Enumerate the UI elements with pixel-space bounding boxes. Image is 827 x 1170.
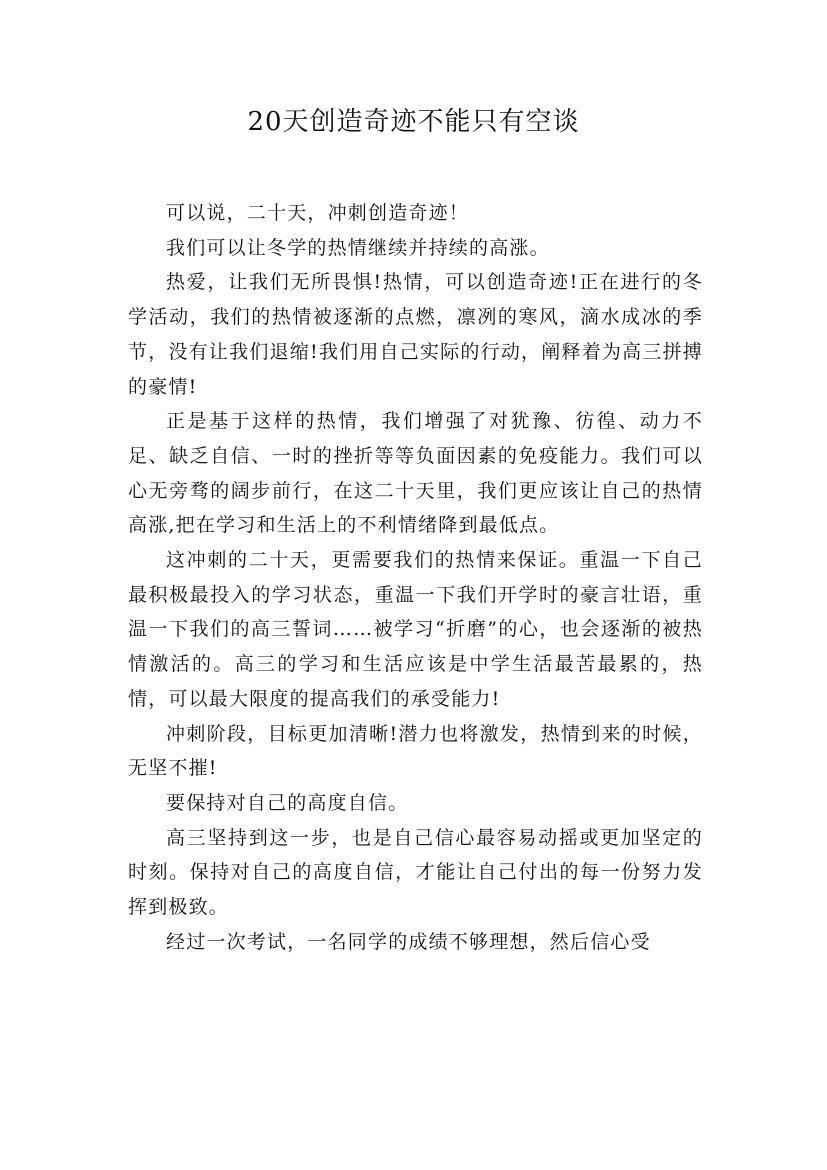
document-title: 20天创造奇迹不能只有空谈 bbox=[247, 107, 580, 137]
document-body bbox=[128, 196, 703, 959]
paragraph: 热爱，让我们无所畏惧!热情，可以创造奇迹!正在进行的冬学活动，我们的热情被逐渐的点燃，凛冽的寒风，滴水成冰的季节，没有让我们退缩!我们用自己实际的行动，阐释着为高三拼搏的豪情! bbox=[128, 271, 703, 398]
paragraph: 正是基于这样的热情，我们增强了对犹豫、彷徨、动力不足、缺乏自信、一时的挫折等等负面因素的免疫能力。我们可以心无旁骛的阔步前行，在这二十天里，我们更应该让自己的热情高涨,把在学习和生活上的不利情绪降到最低点。 bbox=[128, 410, 703, 537]
paragraph: 高三坚持到这一步，也是自己信心最容易动摇或更加坚定的时刻。保持对自己的高度自信，才能让自己付出的每一份努力发挥到极致。 bbox=[128, 826, 703, 919]
paragraph: 冲刺阶段，目标更加清晰!潜力也将激发，热情到来的时候，无坚不摧! bbox=[128, 722, 703, 780]
paragraph: 这冲刺的二十天，更需要我们的热情来保证。重温一下自己最积极最投入的学习状态，重温一下我们开学时的豪言壮语，重温一下我们的高三誓词……被学习“折磨”的心，也会逐渐的被热情激活的。高三的学习和生活应该是中学生活最苦最累的，热情，可以最大限度的提高我们的承受能力! bbox=[128, 549, 703, 710]
paragraph: 我们可以让冬学的热情继续并持续的高涨。 bbox=[166, 236, 550, 259]
paragraph: 经过一次考试，一名同学的成绩不够理想，然后信心受 bbox=[166, 930, 651, 953]
paragraph: 可以说，二十天，冲刺创造奇迹！ bbox=[166, 202, 470, 224]
paragraph: 要保持对自己的高度自信。 bbox=[166, 791, 409, 814]
